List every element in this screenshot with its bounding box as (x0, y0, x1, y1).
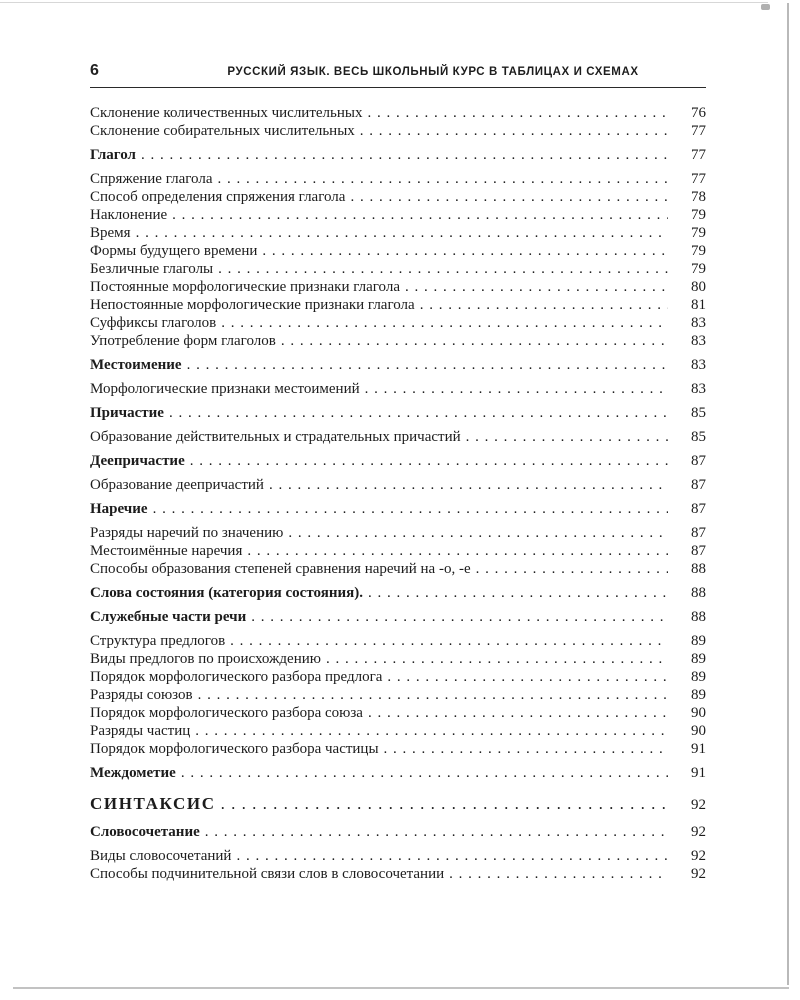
toc-entry-label: Виды предлогов по происхождению (90, 651, 321, 667)
scan-speck (761, 4, 770, 10)
dot-leader (360, 122, 668, 140)
toc-entry-page: 90 (691, 723, 706, 739)
toc-entry (90, 224, 706, 242)
dot-leader (251, 608, 668, 626)
toc-list (90, 104, 706, 883)
dot-leader (365, 380, 668, 398)
toc-entry-label: Суффиксы глаголов (90, 315, 217, 331)
toc-entry-label: Слова состояния (категория состояния). (90, 585, 363, 601)
dot-leader (172, 206, 668, 224)
dot-leader (350, 188, 668, 206)
toc-entry-page: 89 (691, 651, 706, 667)
toc-entry-label: Разряды союзов (90, 687, 193, 703)
scan-edge-right (787, 3, 789, 985)
dot-leader (221, 314, 668, 332)
toc-section-heading (90, 823, 706, 841)
toc-entry-page: 89 (691, 669, 706, 685)
toc-entry (90, 476, 706, 494)
toc-entry (90, 560, 706, 578)
dot-leader (236, 847, 668, 865)
dot-leader (405, 278, 668, 296)
toc-entry-label: Местоимённые наречия (90, 543, 243, 559)
toc-entry (90, 632, 706, 650)
toc-entry-label: Глагол (90, 147, 136, 163)
toc-entry (90, 104, 706, 122)
toc-entry-label: Разряды частиц (90, 723, 191, 739)
dot-leader (449, 865, 668, 883)
dot-leader (218, 260, 668, 278)
toc-entry-page: 83 (691, 381, 706, 397)
toc-entry-label: Деепричастие (90, 453, 185, 469)
toc-entry-label: Способы подчинительной связи слов в словосочетании (90, 866, 445, 882)
dot-leader (136, 224, 668, 242)
dot-leader (384, 740, 668, 758)
toc-entry-page: 77 (691, 123, 706, 139)
toc-entry-label: Порядок морфологического разбора частицы (90, 741, 379, 757)
toc-entry-label: Постоянные морфологические признаки глагола (90, 279, 400, 295)
toc-entry-page: 83 (691, 315, 706, 331)
toc-entry (90, 260, 706, 278)
toc-entry-label: Служебные части речи (90, 609, 247, 625)
toc-entry-label: Безличные глаголы (90, 261, 214, 277)
toc-section-heading (90, 608, 706, 626)
toc-entry (90, 668, 706, 686)
toc-entry-page: 87 (691, 477, 706, 493)
toc-entry-page: 88 (691, 609, 706, 625)
toc-entry (90, 740, 706, 758)
toc-entry-page: 91 (691, 765, 706, 781)
dot-leader (368, 704, 668, 722)
toc-entry-label: Склонение собирательных числительных (90, 123, 355, 139)
dot-leader (326, 650, 668, 668)
toc-entry-label: СИНТАКСИС (90, 794, 216, 813)
toc-entry (90, 847, 706, 865)
toc-entry (90, 332, 706, 350)
toc-entry (90, 704, 706, 722)
toc-entry-label: Образование действительных и страдательных причастий (90, 429, 461, 445)
dot-leader (368, 584, 668, 602)
toc-entry-label: Образование деепричастий (90, 477, 264, 493)
dot-leader (205, 823, 668, 841)
toc-entry (90, 278, 706, 296)
toc-entry (90, 242, 706, 260)
toc-entry-page: 83 (691, 357, 706, 373)
dot-leader (476, 560, 668, 578)
toc-entry (90, 686, 706, 704)
dot-leader (195, 722, 668, 740)
toc-entry (90, 865, 706, 883)
toc-section-heading (90, 452, 706, 470)
toc-entry-page: 87 (691, 453, 706, 469)
toc-entry-page: 89 (691, 633, 706, 649)
running-title: РУССКИЙ ЯЗЫК. ВЕСЬ ШКОЛЬНЫЙ КУРС В ТАБЛИЦАХ И СХЕМАХ (227, 66, 639, 78)
dot-leader (221, 795, 668, 813)
toc-entry-page: 92 (691, 848, 706, 864)
toc-entry-page: 80 (691, 279, 706, 295)
toc-entry (90, 428, 706, 446)
header-rule (90, 87, 706, 88)
toc-entry-label: Непостоянные морфологические признаки глагола (90, 297, 415, 313)
toc-entry (90, 206, 706, 224)
toc-entry-page: 88 (691, 585, 706, 601)
toc-section-heading (90, 584, 706, 602)
toc-entry-label: Спряжение глагола (90, 171, 213, 187)
dot-leader (269, 476, 668, 494)
toc-section-heading (90, 404, 706, 422)
toc-entry-page: 77 (691, 171, 706, 187)
toc-entry-label: Словосочетание (90, 824, 200, 840)
page-header (90, 62, 706, 80)
toc-entry-label: Порядок морфологического разбора союза (90, 705, 363, 721)
toc-entry (90, 722, 706, 740)
toc-section-heading (90, 795, 706, 814)
toc-entry-page: 88 (691, 561, 706, 577)
dot-leader (367, 104, 668, 122)
toc-entry (90, 296, 706, 314)
toc-entry-page: 87 (691, 501, 706, 517)
toc-entry-page: 83 (691, 333, 706, 349)
toc-entry-label: Способы образования степеней сравнения наречий на -о, -е (90, 561, 471, 577)
toc-entry-page: 92 (691, 797, 706, 813)
dot-leader (281, 332, 668, 350)
dot-leader (387, 668, 668, 686)
toc-entry-page: 85 (691, 429, 706, 445)
toc-entry-label: Формы будущего времени (90, 243, 258, 259)
dot-leader (262, 242, 668, 260)
toc-entry-label: Междометие (90, 765, 176, 781)
dot-leader (420, 296, 668, 314)
dot-leader (288, 524, 668, 542)
toc-entry-label: Время (90, 225, 131, 241)
dot-leader (169, 404, 668, 422)
page-number: 6 (90, 62, 99, 79)
toc-entry (90, 314, 706, 332)
toc-section-heading (90, 146, 706, 164)
dot-leader (230, 632, 668, 650)
toc-entry-page: 79 (691, 207, 706, 223)
dot-leader (190, 452, 668, 470)
dot-leader (247, 542, 668, 560)
toc-entry-page: 91 (691, 741, 706, 757)
toc-entry (90, 188, 706, 206)
toc-entry (90, 380, 706, 398)
toc-entry-label: Разряды наречий по значению (90, 525, 284, 541)
toc-entry-page: 79 (691, 225, 706, 241)
toc-entry-page: 79 (691, 243, 706, 259)
toc-entry (90, 524, 706, 542)
toc-entry-page: 89 (691, 687, 706, 703)
toc-entry-label: Порядок морфологического разбора предлога (90, 669, 383, 685)
toc-entry-page: 79 (691, 261, 706, 277)
toc-entry (90, 122, 706, 140)
toc-entry-label: Причастие (90, 405, 164, 421)
toc-entry-label: Способ определения спряжения глагола (90, 189, 346, 205)
toc-entry-label: Употребление форм глаголов (90, 333, 276, 349)
toc-entry (90, 542, 706, 560)
toc-entry-label: Наклонение (90, 207, 168, 223)
toc-entry-page: 81 (691, 297, 706, 313)
toc-entry-page: 77 (691, 147, 706, 163)
toc-entry-label: Морфологические признаки местоимений (90, 381, 360, 397)
toc-entry-label: Склонение количественных числительных (90, 105, 363, 121)
toc-entry-page: 90 (691, 705, 706, 721)
toc-entry-page: 78 (691, 189, 706, 205)
toc-entry-page: 85 (691, 405, 706, 421)
toc-entry-page: 92 (691, 866, 706, 882)
dot-leader (187, 356, 668, 374)
dot-leader (198, 686, 668, 704)
dot-leader (181, 764, 668, 782)
toc-entry-page: 76 (691, 105, 706, 121)
dot-leader (466, 428, 668, 446)
book-page (90, 0, 706, 883)
dot-leader (217, 170, 668, 188)
scan-edge-bottom (13, 987, 789, 989)
toc-section-heading (90, 500, 706, 518)
dot-leader (141, 146, 668, 164)
toc-section-heading (90, 764, 706, 782)
toc-entry-label: Местоимение (90, 357, 182, 373)
toc-entry-label: Структура предлогов (90, 633, 226, 649)
toc-entry-label: Виды словосочетаний (90, 848, 232, 864)
toc-section-heading (90, 356, 706, 374)
toc-entry-label: Наречие (90, 501, 148, 517)
toc-entry (90, 170, 706, 188)
toc-entry-page: 87 (691, 525, 706, 541)
dot-leader (153, 500, 668, 518)
toc-entry (90, 650, 706, 668)
toc-entry-page: 87 (691, 543, 706, 559)
toc-entry-page: 92 (691, 824, 706, 840)
